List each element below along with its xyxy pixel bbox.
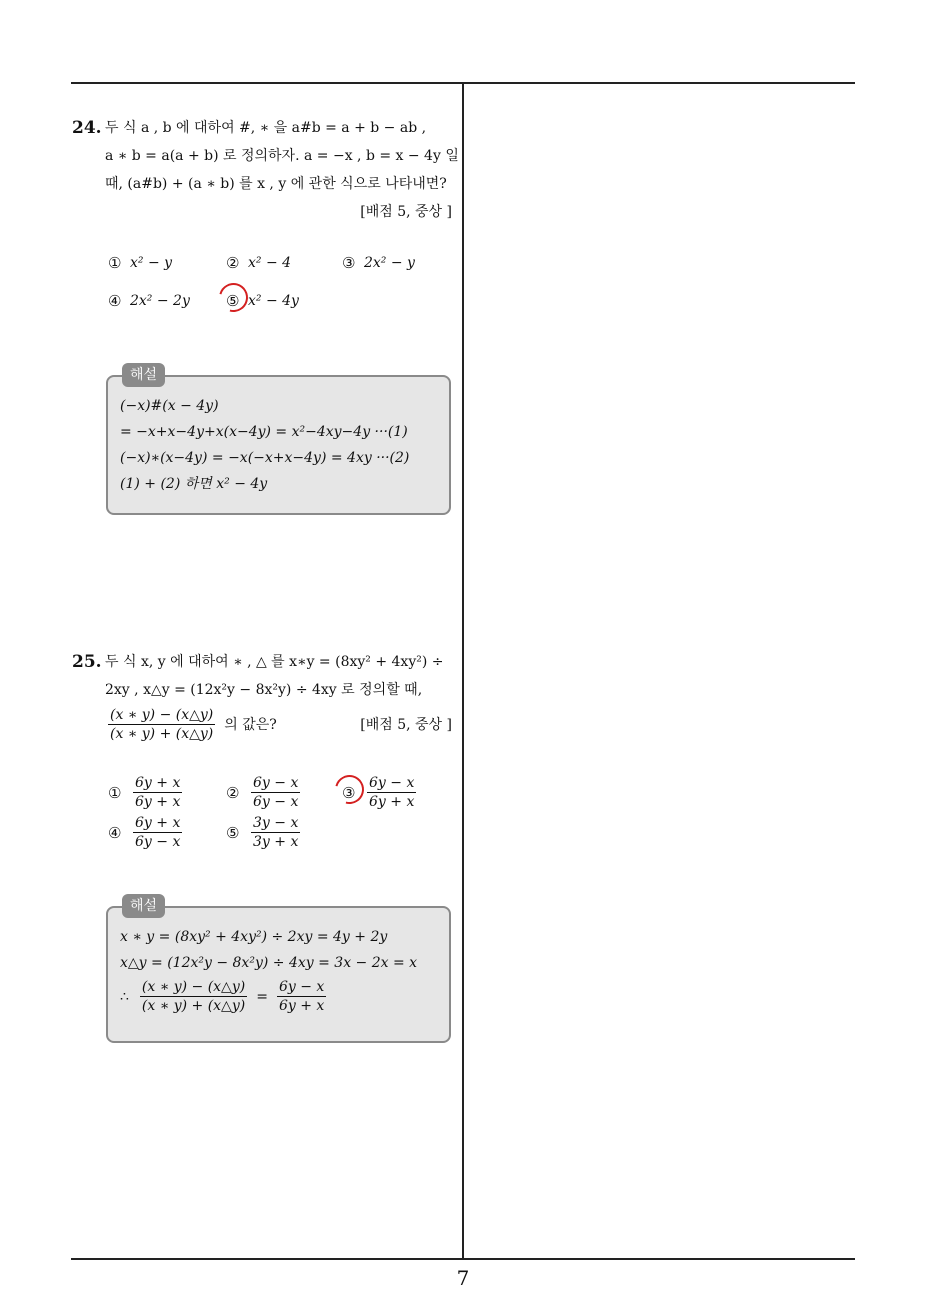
- choice-number: ④: [108, 823, 122, 842]
- solution-conclusion: [120, 978, 439, 1015]
- choice-4[interactable]: [108, 814, 185, 851]
- choices-25: [108, 774, 448, 854]
- choice-number: ③: [342, 254, 356, 272]
- fraction-numerator: 6y + x: [135, 815, 181, 831]
- equals-sign: =: [256, 988, 268, 1005]
- solution-fraction: [140, 978, 247, 1015]
- choice-2[interactable]: [226, 774, 303, 811]
- fraction-numerator: 6y − x: [369, 775, 415, 791]
- problem-line: 때, (a#b) + (a ∗ b) 를 x , y 에 관한 식으로 나타내면?: [105, 176, 447, 192]
- answer-circle-mark: ⑤: [226, 292, 248, 310]
- problem-line: 2xy , x△y = (12x²y − 8x²y) ÷ 4xy 로 정의할 때,: [105, 682, 423, 698]
- fraction-denominator: (x ∗ y) + (x△y): [141, 998, 246, 1014]
- fraction-numerator: 6y + x: [135, 775, 181, 791]
- choice-4[interactable]: [108, 292, 190, 310]
- fraction-denominator: (x ∗ y) + (x△y): [110, 726, 214, 742]
- fraction-denominator: 6y − x: [253, 794, 299, 810]
- choice-5[interactable]: [226, 814, 303, 851]
- solution-line: (−x)∗(x−4y) = −x(−x+x−4y) = 4xy ···(2): [120, 450, 410, 466]
- choice-fraction: [133, 814, 182, 851]
- fraction-denominator: 6y + x: [135, 794, 181, 810]
- solution-line: x ∗ y = (8xy² + 4xy²) ÷ 2xy = 4y + 2y: [120, 929, 388, 945]
- solution-line: (1) + (2) 하면 x² − 4y: [120, 476, 268, 492]
- answer-circle-mark: ③: [342, 784, 364, 802]
- bottom-rule: [71, 1258, 855, 1260]
- expression-fraction: [108, 706, 215, 743]
- choice-5-selected[interactable]: [226, 292, 299, 310]
- score-label: [배점 5, 중상 ]: [360, 716, 452, 733]
- fraction-numerator: 6y − x: [278, 979, 325, 995]
- fraction-numerator: (x ∗ y) − (x△y): [141, 979, 246, 995]
- expression-row: [105, 706, 452, 743]
- solution-line: (−x)#(x − 4y): [120, 398, 219, 414]
- fraction-denominator: 6y + x: [278, 998, 325, 1014]
- problem-text: [105, 648, 452, 743]
- fraction-numerator: (x ∗ y) − (x△y): [110, 707, 214, 723]
- choice-number: ④: [108, 292, 122, 310]
- solution-label: 해설: [122, 363, 165, 387]
- choice-text: x² − y: [130, 255, 173, 271]
- problem-text: [105, 114, 459, 226]
- expression-suffix: 의 값은?: [224, 716, 277, 733]
- solution-label: 해설: [122, 894, 165, 918]
- problem-25: [72, 648, 452, 743]
- solution-line: x△y = (12x²y − 8x²y) ÷ 4xy = 3x − 2x = x: [120, 955, 418, 971]
- problem-number: 24.: [72, 118, 102, 138]
- solution-box-24: [106, 367, 451, 515]
- choice-text: x² − 4y: [248, 293, 299, 309]
- choice-text: x² − 4: [248, 255, 292, 271]
- problem-line: 두 식 a , b 에 대하여 #, ∗ 을 a#b = a + b − ab ,: [105, 120, 427, 136]
- solution-line: = −x+x−4y+x(x−4y) = x²−4xy−4y ···(1): [120, 424, 408, 440]
- score-label: [배점 5, 중상 ]: [360, 204, 452, 220]
- solution-box-25: [106, 898, 451, 1043]
- fraction-numerator: 3y − x: [253, 815, 299, 831]
- problem-24: [72, 114, 459, 226]
- choice-number: ①: [108, 254, 122, 272]
- choice-fraction: [251, 774, 300, 811]
- choice-fraction: [367, 774, 416, 811]
- problem-line: 두 식 x, y 에 대하여 ∗ , △ 를 x∗y = (8xy² + 4xy²) ÷: [105, 654, 444, 670]
- choices-24: [108, 254, 448, 314]
- choice-3-selected[interactable]: [342, 774, 419, 811]
- choice-3[interactable]: [342, 254, 415, 272]
- choice-text: 2x² − y: [364, 255, 415, 271]
- choice-number: ⑤: [226, 823, 240, 842]
- choice-1[interactable]: [108, 254, 172, 272]
- fraction-numerator: 6y − x: [253, 775, 299, 791]
- problem-line: a ∗ b = a(a + b) 로 정의하자. a = −x , b = x − 4y 일: [105, 148, 459, 164]
- choice-number: ②: [226, 254, 240, 272]
- choice-fraction: [251, 814, 300, 851]
- choice-number: ②: [226, 783, 240, 802]
- fraction-denominator: 6y + x: [369, 794, 415, 810]
- fraction-denominator: 3y + x: [253, 834, 299, 850]
- choice-1[interactable]: [108, 774, 185, 811]
- choice-text: 2x² − 2y: [130, 293, 190, 309]
- solution-result-fraction: [277, 978, 326, 1015]
- choice-2[interactable]: [226, 254, 291, 272]
- choice-number: ①: [108, 783, 122, 802]
- problem-number: 25.: [72, 652, 102, 672]
- therefore-symbol: ∴: [120, 988, 129, 1005]
- choice-fraction: [133, 774, 182, 811]
- column-divider: [462, 83, 464, 1259]
- page-number: 7: [456, 1266, 470, 1290]
- fraction-denominator: 6y − x: [135, 834, 181, 850]
